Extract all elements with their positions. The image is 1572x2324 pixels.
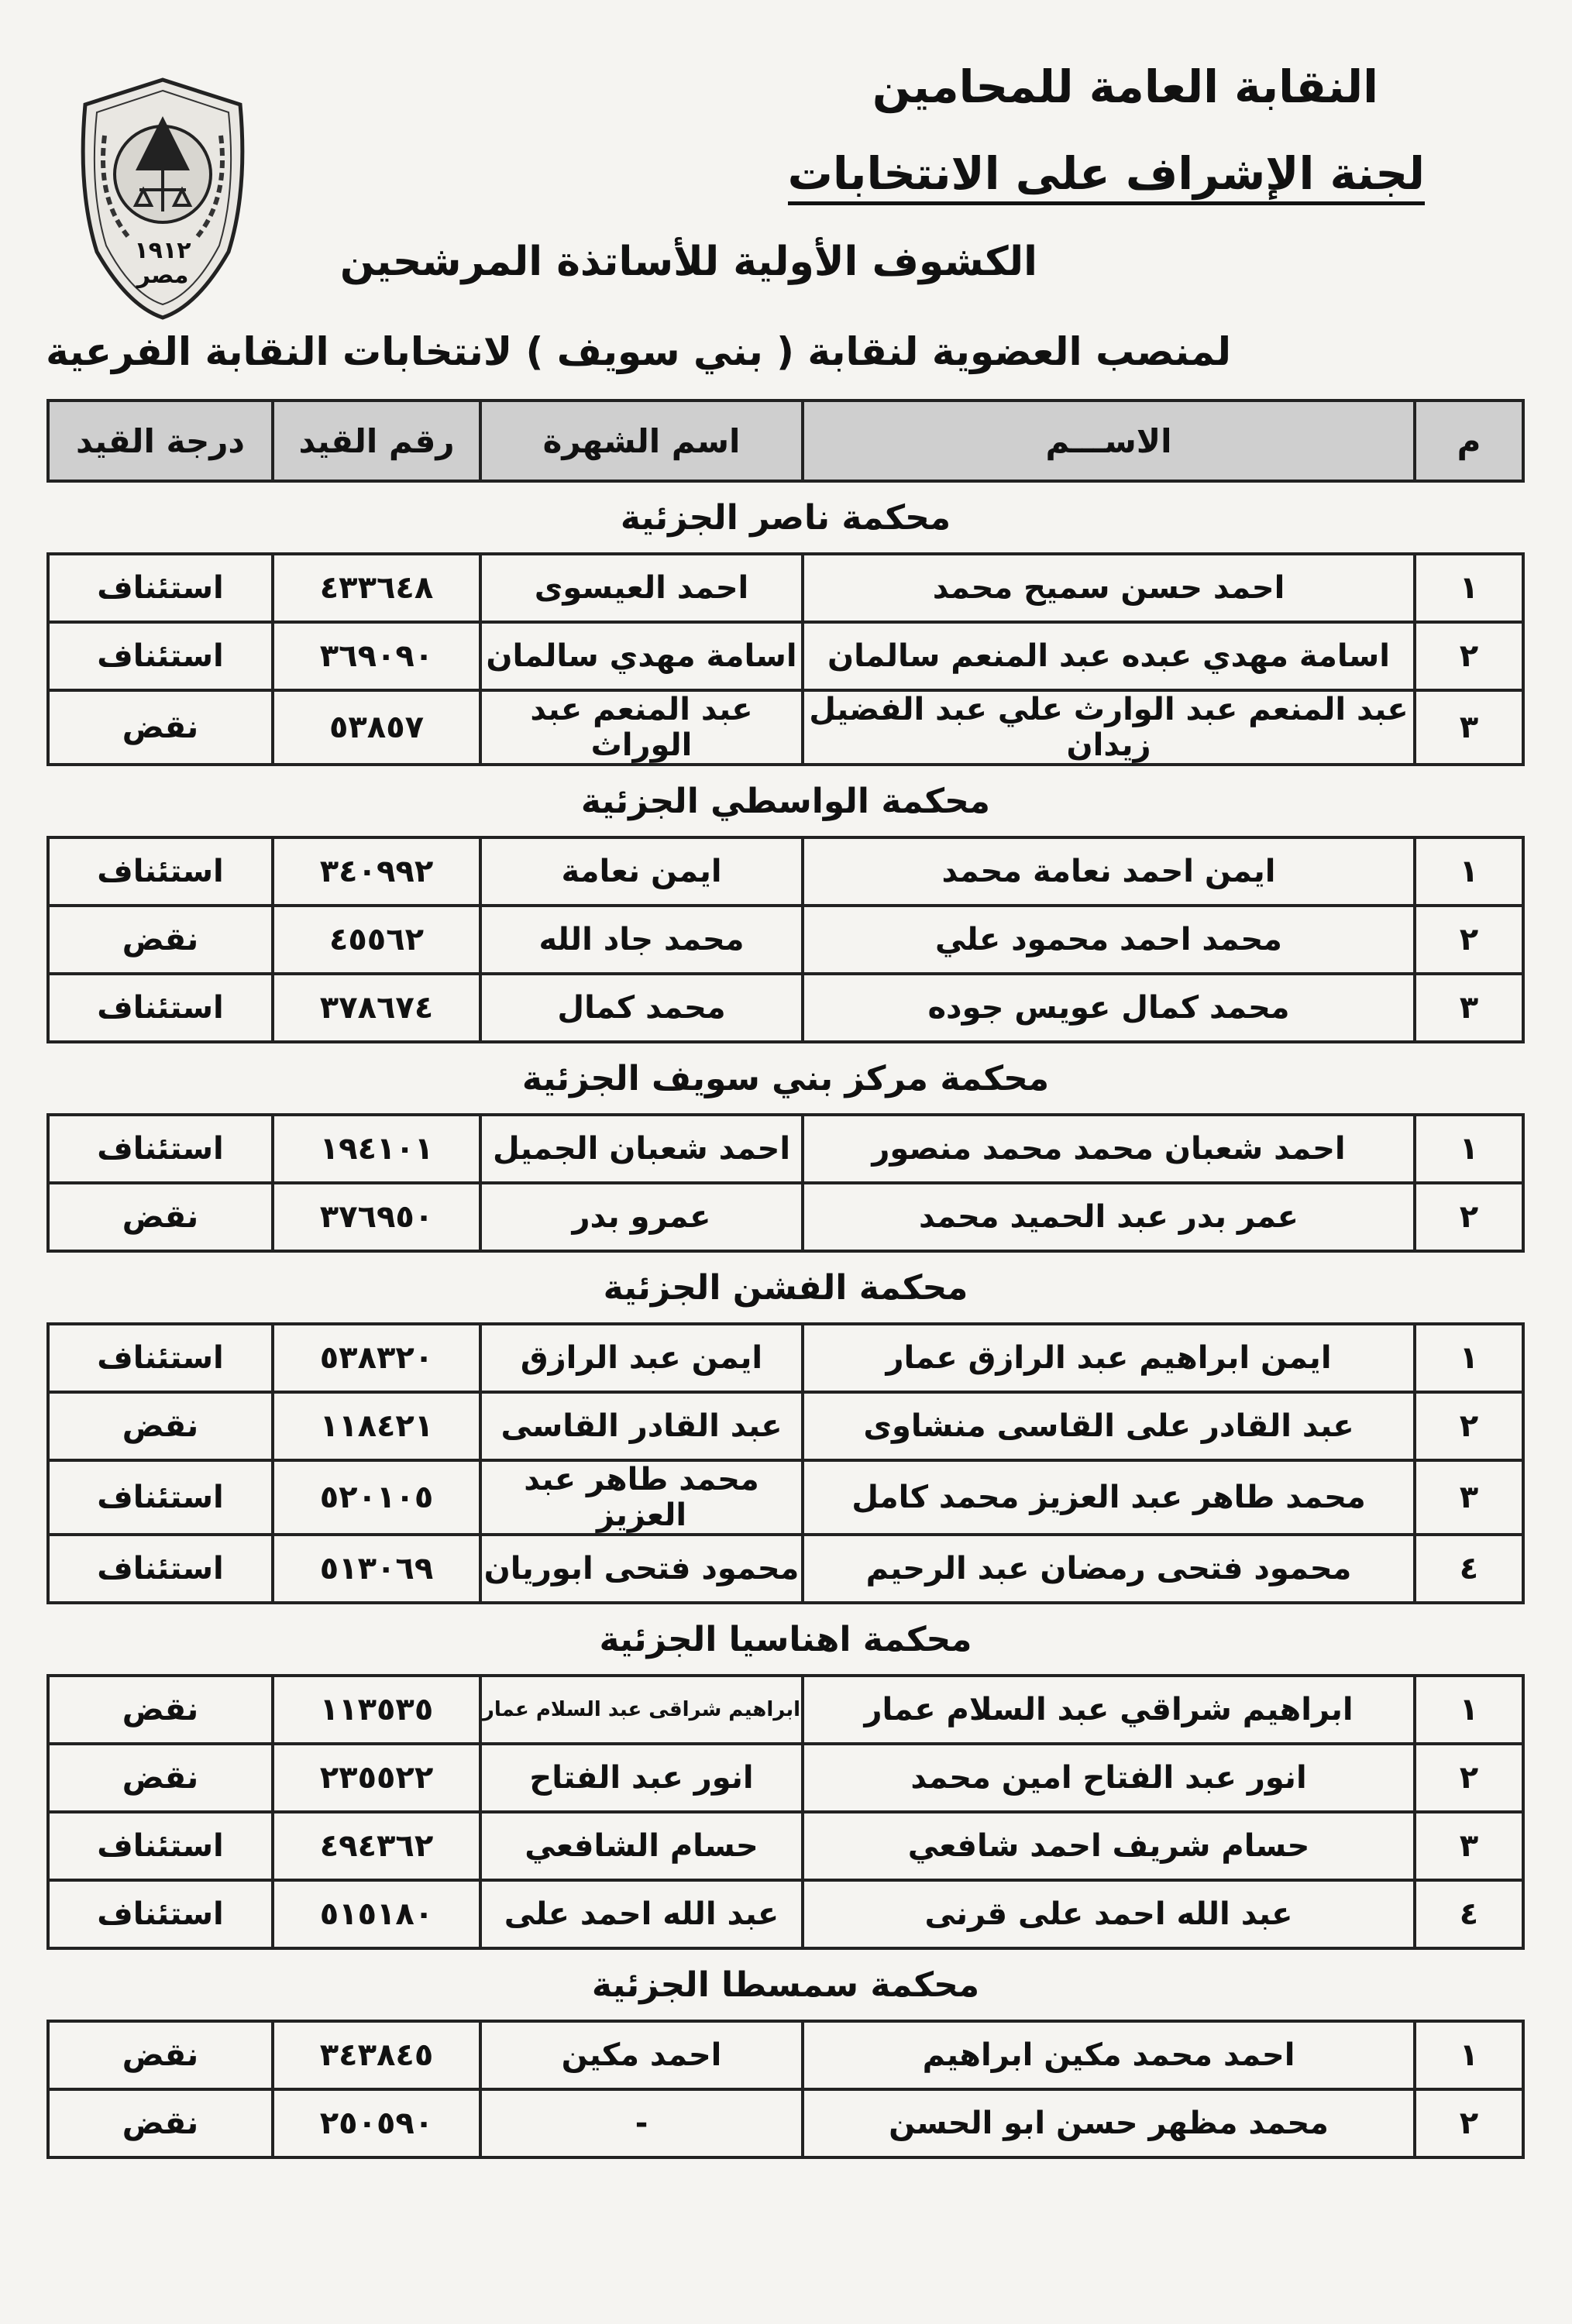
cell-fame: احمد العيسوى [480, 554, 803, 622]
table-row [48, 1812, 1523, 1880]
cell-name: ايمن احمد نعامة محمد [803, 837, 1415, 906]
court-title: محكمة الواسطي الجزئية [48, 765, 1523, 837]
table-row [48, 1535, 1523, 1603]
cell-num: ٢ [1415, 1392, 1523, 1460]
page-title: الكشوف الأولية للأساتذة المرشحين [339, 239, 1037, 285]
cell-degree: استئناف [48, 622, 273, 690]
cell-degree: استئناف [48, 1115, 273, 1183]
cell-degree: استئناف [48, 1460, 273, 1535]
cell-reg: ١٩٤١٠١ [273, 1115, 480, 1183]
candidates-table [46, 399, 1525, 2159]
cell-reg: ٤٩٤٣٦٢ [273, 1812, 480, 1880]
cell-fame: اسامة مهدي سالمان [480, 622, 803, 690]
header-fame: اسم الشهرة [480, 401, 803, 481]
cell-num: ٤ [1415, 1880, 1523, 1948]
header-name: الاســـم [803, 401, 1415, 481]
cell-degree: استئناف [48, 1880, 273, 1948]
cell-degree: نقض [48, 1744, 273, 1812]
table-row [48, 2089, 1523, 2157]
table-row [48, 622, 1523, 690]
cell-name: محمد احمد محمود علي [803, 906, 1415, 974]
court-title: محكمة سمسطا الجزئية [48, 1948, 1523, 2021]
cell-name: محمد كمال عويس جوده [803, 974, 1415, 1042]
cell-reg: ٥٣٨٥٧ [273, 690, 480, 765]
cell-fame: محمد طاهر عبد العزيز [480, 1460, 803, 1535]
cell-fame: احمد شعبان الجميل [480, 1115, 803, 1183]
cell-name: احمد حسن سميح محمد [803, 554, 1415, 622]
cell-reg: ١١٨٤٢١ [273, 1392, 480, 1460]
cell-degree: استئناف [48, 974, 273, 1042]
header-reg: رقم القيد [273, 401, 480, 481]
cell-degree: نقض [48, 2021, 273, 2089]
cell-num: ١ [1415, 2021, 1523, 2089]
cell-degree: نقض [48, 2089, 273, 2157]
cell-reg: ٥١٣٠٦٩ [273, 1535, 480, 1603]
cell-name: عمر بدر عبد الحميد محمد [803, 1183, 1415, 1251]
page-subtitle: لمنصب العضوية لنقابة ( بني سويف ) لانتخابات النقابة الفرعية [46, 329, 1231, 374]
cell-num: ٢ [1415, 1744, 1523, 1812]
cell-fame: انور عبد الفتاح [480, 1744, 803, 1812]
cell-fame: - [480, 2089, 803, 2157]
cell-num: ٣ [1415, 974, 1523, 1042]
cell-num: ١ [1415, 1676, 1523, 1744]
table-row [48, 906, 1523, 974]
cell-reg: ٤٥٥٦٢ [273, 906, 480, 974]
table-row [48, 690, 1523, 765]
cell-num: ٤ [1415, 1535, 1523, 1603]
table-row [48, 1183, 1523, 1251]
table-row [48, 1324, 1523, 1392]
court-heading-row [48, 1251, 1523, 1324]
court-heading-row [48, 481, 1523, 554]
cell-reg: ٣٦٩٠٩٠ [273, 622, 480, 690]
table-row [48, 837, 1523, 906]
page-header-committee: لجنة الإشراف على الانتخابات [788, 147, 1425, 205]
cell-reg: ٢٥٠٥٩٠ [273, 2089, 480, 2157]
court-heading-row [48, 1603, 1523, 1676]
cell-name: محمود فتحى رمضان عبد الرحيم [803, 1535, 1415, 1603]
table-row [48, 1880, 1523, 1948]
cell-degree: استئناف [48, 1812, 273, 1880]
cell-fame: حسام الشافعي [480, 1812, 803, 1880]
cell-num: ٢ [1415, 906, 1523, 974]
cell-name: عبد المنعم عبد الوارث علي عبد الفضيل زيدان [803, 690, 1415, 765]
cell-reg: ٢٣٥٥٢٢ [273, 1744, 480, 1812]
cell-num: ١ [1415, 837, 1523, 906]
cell-num: ٣ [1415, 690, 1523, 765]
court-title: محكمة الفشن الجزئية [48, 1251, 1523, 1324]
cell-num: ١ [1415, 1324, 1523, 1392]
cell-reg: ٣٤٣٨٤٥ [273, 2021, 480, 2089]
cell-reg: ٣٧٨٦٧٤ [273, 974, 480, 1042]
cell-reg: ٣٧٦٩٥٠ [273, 1183, 480, 1251]
cell-num: ١ [1415, 1115, 1523, 1183]
table-row [48, 1392, 1523, 1460]
cell-num: ٢ [1415, 1183, 1523, 1251]
court-title: محكمة اهناسيا الجزئية [48, 1603, 1523, 1676]
cell-name: انور عبد الفتاح امين محمد [803, 1744, 1415, 1812]
cell-num: ٢ [1415, 622, 1523, 690]
table-row [48, 1460, 1523, 1535]
cell-fame: ابراهيم شراقى عبد السلام عمار [480, 1676, 803, 1744]
cell-reg: ١١٣٥٣٥ [273, 1676, 480, 1744]
court-heading-row [48, 1042, 1523, 1115]
cell-degree: نقض [48, 906, 273, 974]
cell-num: ١ [1415, 554, 1523, 622]
table-row [48, 2021, 1523, 2089]
cell-num: ٣ [1415, 1812, 1523, 1880]
cell-degree: استئناف [48, 554, 273, 622]
cell-name: عبد القادر على القاسى منشاوى [803, 1392, 1415, 1460]
header-num: م [1415, 401, 1523, 481]
cell-name: محمد طاهر عبد العزيز محمد كامل [803, 1460, 1415, 1535]
cell-degree: نقض [48, 1183, 273, 1251]
cell-fame: ايمن نعامة [480, 837, 803, 906]
cell-degree: نقض [48, 1676, 273, 1744]
court-title: محكمة ناصر الجزئية [48, 481, 1523, 554]
cell-reg: ٣٤٠٩٩٢ [273, 837, 480, 906]
cell-name: ايمن ابراهيم عبد الرازق عمار [803, 1324, 1415, 1392]
page-header-org: النقابة العامة للمحامين [872, 60, 1378, 113]
cell-fame: احمد مكين [480, 2021, 803, 2089]
cell-fame: عبد القادر القاسى [480, 1392, 803, 1460]
cell-name: ابراهيم شراقي عبد السلام عمار [803, 1676, 1415, 1744]
cell-name: احمد محمد مكين ابراهيم [803, 2021, 1415, 2089]
court-title: محكمة مركز بني سويف الجزئية [48, 1042, 1523, 1115]
table-row [48, 1115, 1523, 1183]
court-heading-row [48, 1948, 1523, 2021]
syndicate-seal-logo [74, 74, 252, 321]
cell-fame: محمود فتحى ابوريان [480, 1535, 803, 1603]
cell-degree: نقض [48, 1392, 273, 1460]
cell-fame: عبد المنعم عبد الوراث [480, 690, 803, 765]
cell-degree: نقض [48, 690, 273, 765]
cell-fame: عمرو بدر [480, 1183, 803, 1251]
svg-text:مصر: مصر [136, 262, 189, 289]
court-heading-row [48, 765, 1523, 837]
cell-name: عبد الله احمد على قرنى [803, 1880, 1415, 1948]
table-row [48, 1676, 1523, 1744]
cell-num: ٣ [1415, 1460, 1523, 1535]
cell-reg: ٥٢٠١٠٥ [273, 1460, 480, 1535]
header-degree: درجة القيد [48, 401, 273, 481]
cell-degree: استئناف [48, 837, 273, 906]
table-row [48, 1744, 1523, 1812]
cell-fame: محمد جاد الله [480, 906, 803, 974]
cell-name: احمد شعبان محمد محمد منصور [803, 1115, 1415, 1183]
cell-reg: ٤٣٣٦٤٨ [273, 554, 480, 622]
cell-fame: محمد كمال [480, 974, 803, 1042]
cell-name: اسامة مهدي عبده عبد المنعم سالمان [803, 622, 1415, 690]
cell-fame: عبد الله احمد على [480, 1880, 803, 1948]
cell-reg: ٥٣٨٣٢٠ [273, 1324, 480, 1392]
svg-text:١٩١٢: ١٩١٢ [134, 237, 191, 264]
table-row [48, 974, 1523, 1042]
cell-fame: ايمن عبد الرازق [480, 1324, 803, 1392]
cell-num: ٢ [1415, 2089, 1523, 2157]
table-row [48, 554, 1523, 622]
cell-degree: استئناف [48, 1324, 273, 1392]
cell-reg: ٥١٥١٨٠ [273, 1880, 480, 1948]
cell-degree: استئناف [48, 1535, 273, 1603]
cell-name: محمد مظهر حسن ابو الحسن [803, 2089, 1415, 2157]
table-header-row [48, 401, 1523, 481]
cell-name: حسام شريف احمد شافعي [803, 1812, 1415, 1880]
